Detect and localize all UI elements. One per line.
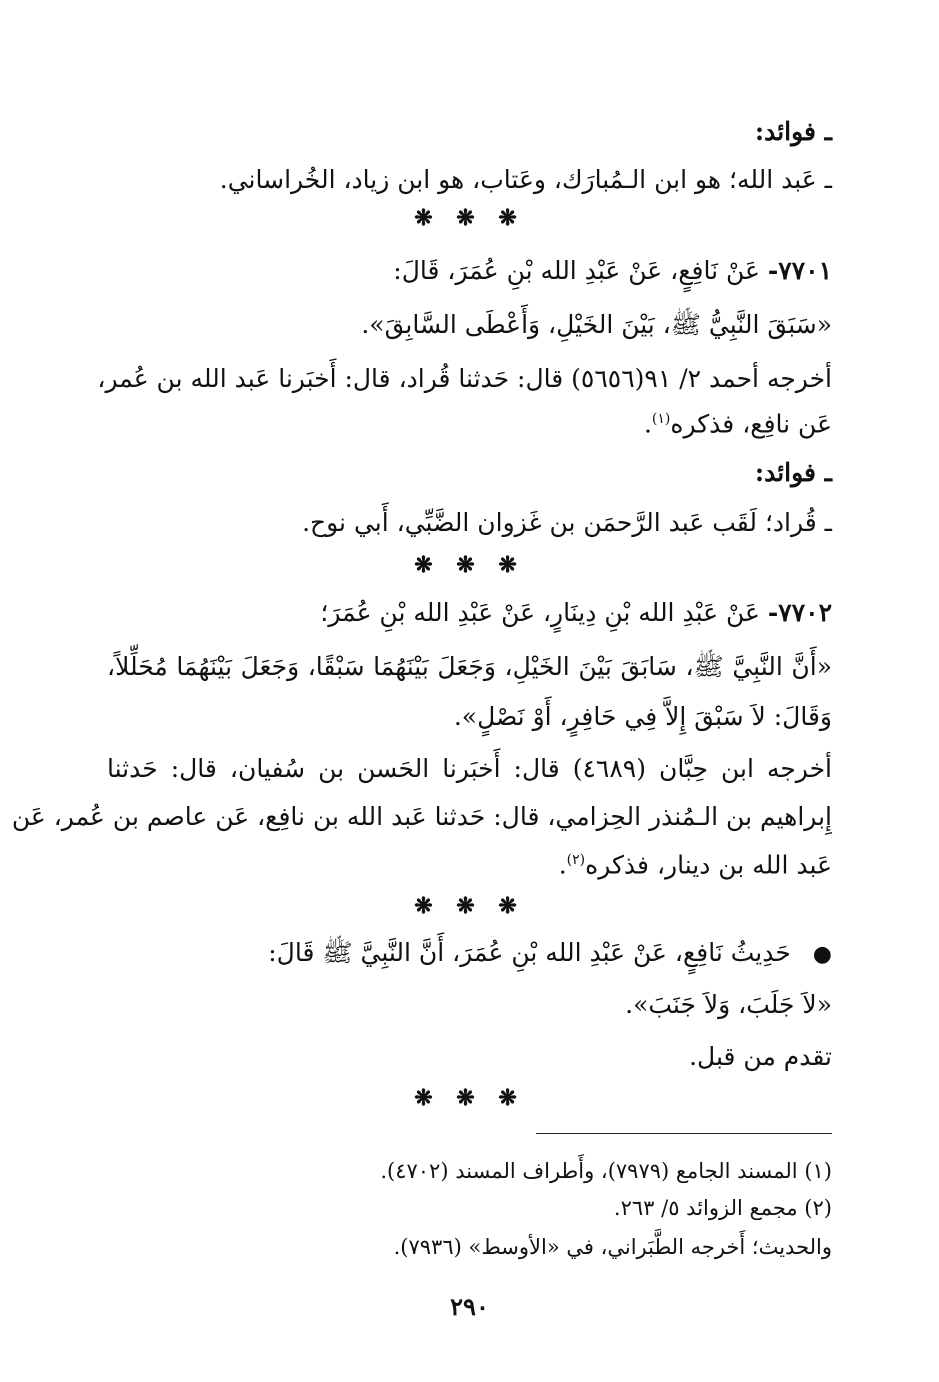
footnote-1: (١) المسند الجامع (٧٩٧٩)، وأَطراف المسند (٤٧٠٢). bbox=[380, 1159, 832, 1183]
hadith-bullet-text: حَدِيثُ نَافِعٍ، عَنْ عَبْدِ الله بْنِ عُمَرَ، أَنَّ النَّبِيَّ ﷺ قَالَ: bbox=[268, 938, 791, 967]
hadith-7701-isnad bbox=[393, 254, 832, 288]
separator-stars-1: ❋ ❋ ❋ bbox=[414, 205, 525, 231]
page-number: ٢٩٠ bbox=[450, 1292, 489, 1321]
hadith-7702-takhrij-line-2: إِبراهيم بن الـمُنذر الحِزامي، قال: حَدثنا عَبد الله بن نافِع، عَن عاصم بن عُمر، عَن bbox=[11, 802, 832, 831]
hadith-bullet-line-2: «لاَ جَلَبَ، وَلاَ جَنَبَ». bbox=[625, 990, 832, 1019]
footnote-divider bbox=[536, 1133, 832, 1134]
takhrij-end: . bbox=[558, 850, 567, 880]
footnote-2: (٢) مجمع الزوائد ٥/ ٢٦٣. bbox=[613, 1196, 832, 1220]
hadith-bullet-line-3: تقدم من قبل. bbox=[689, 1042, 832, 1071]
hadith-number: ٧٧٠٢- bbox=[767, 598, 832, 627]
hadith-7701-takhrij-line-1: أخرجه أحمد ٢/ ٩١(٥٦٥٦) قال: حَدثنا قُراد، قال: أَخبَرنا عَبد الله بن عُمر، bbox=[97, 364, 832, 393]
separator-stars-4: ❋ ❋ ❋ bbox=[414, 1085, 525, 1111]
takhrij-end: . bbox=[643, 409, 652, 439]
hadith-bullet-line-1 bbox=[268, 936, 832, 972]
footnote-2-continuation: والحديث؛ أَخرجه الطَّبَراني، في «الأوسط» (٧٩٣٦). bbox=[393, 1235, 832, 1259]
fawaid-note-1: ـ عَبد الله؛ هو ابن الـمُبارَك، وعَتاب، هو ابن زياد، الخُراساني. bbox=[219, 165, 832, 194]
hadith-isnad-text: عَنْ عَبْدِ الله بْنِ دِينَارٍ، عَنْ عَبْدِ الله بْنِ عُمَرَ؛ bbox=[320, 598, 760, 627]
section-heading-fawaid-1: ـ فوائد: bbox=[754, 117, 832, 146]
hadith-7701-matn: «سَبَقَ النَّبِيُّ ﷺ، بَيْنَ الخَيْلِ، وَأَعْطَى السَّابِقَ». bbox=[361, 310, 832, 339]
footnote-ref-2: (٢) bbox=[566, 852, 586, 868]
fawaid-note-2: ـ قُراد؛ لَقَب عَبد الرَّحمَن بن غَزوان الضَّبِّي، أَبي نوح. bbox=[302, 508, 832, 537]
hadith-7702-matn-line-1: «أَنَّ النَّبِيَّ ﷺ، سَابَقَ بَيْنَ الخَيْلِ، وَجَعَلَ بَيْنَهُمَا سَبْقًا، وَجَعَلَ بَيْنَهُمَا مُحَلِّلاً، bbox=[107, 652, 832, 681]
hadith-7701-takhrij-line-2 bbox=[644, 402, 832, 441]
hadith-number: ٧٧٠١- bbox=[767, 256, 832, 285]
takhrij-text: عَن نافِع، فذكره bbox=[670, 409, 832, 439]
hadith-7702-takhrij-line-3 bbox=[559, 843, 832, 882]
section-heading-fawaid-2: ـ فوائد: bbox=[754, 458, 832, 487]
footnote-ref-1: (١) bbox=[651, 411, 671, 427]
takhrij-text: عَبد الله بن دينار، فذكره bbox=[585, 850, 832, 880]
hadith-7702-takhrij-line-1: أخرجه ابن حِبَّان (٤٦٨٩) قال: أَخبَرنا الحَسن بن سُفيان، قال: حَدثنا bbox=[107, 754, 833, 783]
separator-stars-2: ❋ ❋ ❋ bbox=[414, 552, 525, 578]
bullet-icon: ● bbox=[812, 942, 832, 967]
hadith-7702-isnad bbox=[320, 596, 832, 630]
hadith-isnad-text: عَنْ نَافِعٍ، عَنْ عَبْدِ الله بْنِ عُمَرَ، قَالَ: bbox=[393, 256, 760, 285]
hadith-7702-matn-line-2: وَقَالَ: لاَ سَبْقَ إِلاَّ فِي حَافِرٍ، أَوْ نَصْلٍ». bbox=[453, 702, 832, 731]
separator-stars-3: ❋ ❋ ❋ bbox=[414, 893, 525, 919]
